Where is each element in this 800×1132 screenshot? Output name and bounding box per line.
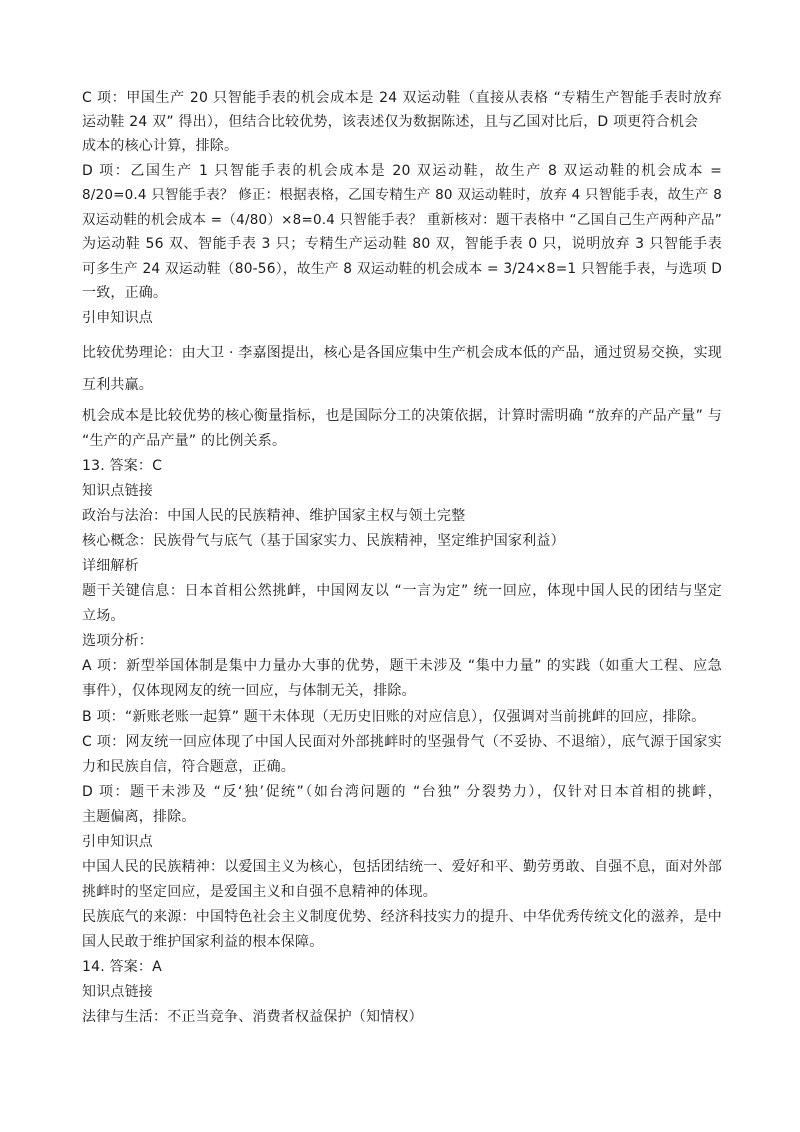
text-line: 政治与法治：中国人民的民族精神、维护国家主权与领土完整	[82, 508, 466, 524]
text-line: 双运动鞋的机会成本 =（4/80）×8=0.4 只智能手表？ 重新核对：题干表格中 “乙国自己生产两种产品”	[82, 212, 722, 228]
text-line: 挑衅时的坚定回应，是爱国主义和自强不息精神的体现。	[82, 884, 437, 900]
text-line: 机会成本是比较优势的核心衡量指标，也是国际分工的决策依据，计算时需明确 “放弃的产品产量” 与	[82, 408, 722, 424]
text-line: 法律与生活：不正当竞争、消费者权益保护（知情权）	[82, 1009, 423, 1025]
text-line: 互利共赢。	[82, 377, 153, 393]
text-line: 题干关键信息：日本首相公然挑衅，中国网友以 “一言为定” 统一回应，体现中国人民的团结与坚定	[82, 583, 722, 599]
text-line: D 项：乙国生产 1 只智能手表的机会成本是 20 双运动鞋，故生产 8 双运动鞋的机会成本 =	[82, 163, 722, 179]
section-heading: 知识点链接	[82, 483, 153, 499]
text-line: 力和民族自信，符合题意，正确。	[82, 759, 295, 775]
text-line: 事件），仅体现网友的统一回应，与体制无关，排除。	[82, 683, 416, 699]
section-heading: 引申知识点	[82, 834, 153, 850]
text-line: 8/20=0.4 只智能手表？ 修正：根据表格，乙国专精生产 80 双运动鞋时，放弃 4 只智能手表，故生产 8	[82, 187, 722, 203]
section-heading: 知识点链接	[82, 984, 153, 1000]
text-line: 国人民敢于维护国家利益的根本保障。	[82, 934, 324, 950]
answer-heading: 13. 答案：C	[82, 458, 163, 474]
text-line: 一致，正确。	[82, 285, 168, 301]
text-line: “生产的产品产量” 的比例关系。	[82, 433, 287, 449]
section-heading: 引申知识点	[82, 310, 153, 326]
document-page	[82, 0, 732, 1132]
text-line: A 项：新型举国体制是集中力量办大事的优势，题干未涉及 “集中力量” 的实践（如重大工程、应急	[82, 658, 722, 674]
text-line: 核心概念：民族骨气与底气（基于国家实力、民族精神，坚定维护国家利益）	[82, 533, 565, 549]
text-line: 运动鞋 24 双” 得出），但结合比较优势，该表述仅为数据陈述，且与乙国对比后，D 项更符合机会	[82, 114, 699, 130]
text-line: 中国人民的民族精神：以爱国主义为核心，包括团结统一、爱好和平、勤劳勇敢、自强不息，面对外部	[82, 859, 722, 875]
text-line: 民族底气的来源：中国特色社会主义制度优势、经济科技实力的提升、中华优秀传统文化的滋养，是中	[82, 909, 722, 925]
text-line: C 项：网友统一回应体现了中国人民面对外部挑衅时的坚强骨气（不妥协、不退缩），底气源于国家实	[82, 734, 722, 750]
text-line: 比较优势理论：由大卫 · 李嘉图提出，核心是各国应集中生产机会成本低的产品，通过贸易交换，实现	[82, 345, 722, 361]
text-line: 可多生产 24 双运动鞋（80-56），故生产 8 双运动鞋的机会成本 = 3/24×8=1 只智能手表，与选项 D	[82, 261, 722, 277]
text-line: 主题偏离，排除。	[82, 809, 196, 825]
section-heading: 选项分析：	[82, 633, 153, 649]
text-line: 成本的核心计算，排除。	[82, 138, 239, 154]
text-line: 为运动鞋 56 双、智能手表 3 只；专精生产运动鞋 80 双，智能手表 0 只，说明放弃 3 只智能手表	[82, 236, 722, 252]
section-heading: 详细解析	[82, 558, 139, 574]
text-line: 立场。	[82, 608, 125, 624]
text-line: D 项：题干未涉及 “反‘独’促统”（如台湾问题的 “台独” 分裂势力），仅针对日本首相的挑衅，	[82, 784, 722, 800]
answer-heading: 14. 答案：A	[82, 959, 162, 975]
text-line: C 项：甲国生产 20 只智能手表的机会成本是 24 双运动鞋（直接从表格 “专精生产智能手表时放弃	[82, 90, 722, 106]
text-line: B 项：“新账老账一起算” 题干未体现（无历史旧账的对应信息），仅强调对当前挑衅的回应，排除。	[82, 709, 706, 725]
